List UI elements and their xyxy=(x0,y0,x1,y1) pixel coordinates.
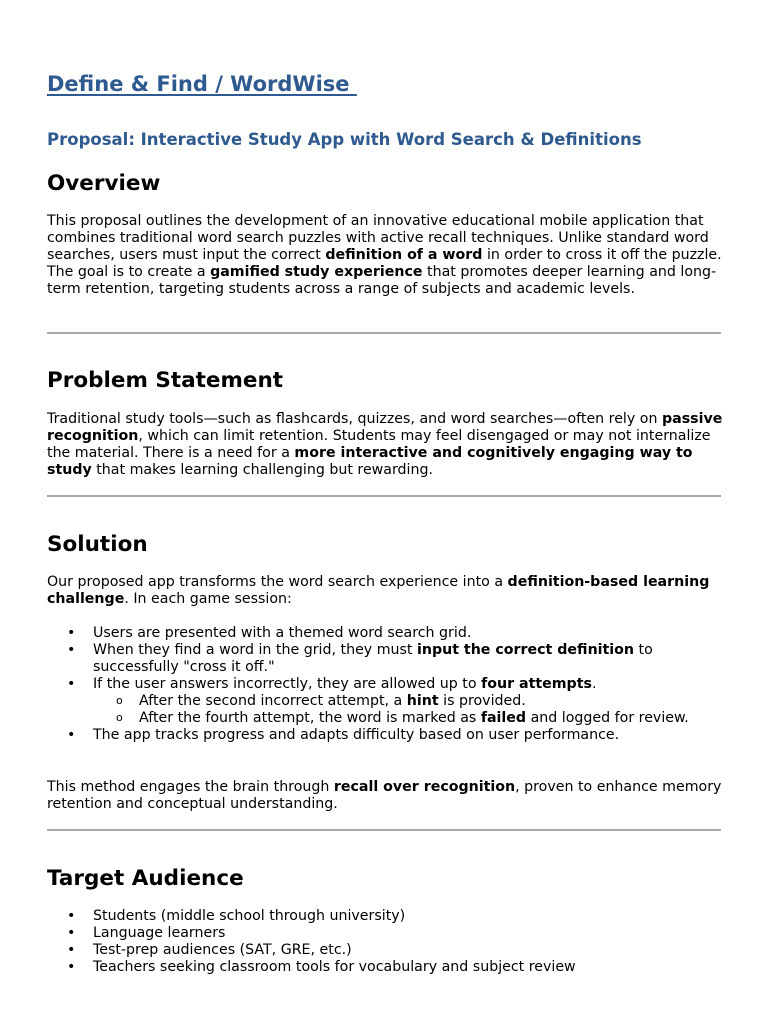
overview-heading: Overview xyxy=(47,171,161,196)
list-item: o After the fourth attempt, the word is marked as failed and logged for review. xyxy=(93,710,727,727)
attempts-sublist xyxy=(93,693,727,727)
list-item: • Test-prep audiences (SAT, GRE, etc.) xyxy=(47,942,727,959)
list-item: • Teachers seeking classroom tools for vocabulary and subject review xyxy=(47,959,727,976)
solution-heading: Solution xyxy=(47,532,148,557)
target-audience-list xyxy=(47,908,727,976)
document-title-link[interactable]: Define & Find / WordWise xyxy=(47,72,357,96)
problem-statement-heading: Problem Statement xyxy=(47,368,284,393)
target-audience-heading: Target Audience xyxy=(47,866,244,891)
list-item: • When they find a word in the grid, they must input the correct definition to successfully "cross it off." xyxy=(47,642,727,676)
list-item: • If the user answers incorrectly, they are allowed up to four attempts. o After the second incorrect attempt, a hint is provided. o After the fourth attempt, the word is marked as failed and logged for review. xyxy=(47,676,727,727)
solution-bullet-list xyxy=(47,625,727,744)
list-item: • The app tracks progress and adapts difficulty based on user performance. xyxy=(47,727,727,744)
overview-paragraph: This proposal outlines the development of an innovative educational mobile application that combines traditional word search puzzles with active recall techniques. Unlike standard word searches, users must input the correct definition of a word in order to cross it off the puzzle. The goal is to create a gamified study experience that promotes deeper learning and long-term retention, targeting students across a range of subjects and academic levels. xyxy=(47,213,722,297)
list-item: o After the second incorrect attempt, a hint is provided. xyxy=(93,693,727,710)
problem-statement-paragraph: Traditional study tools—such as flashcards, quizzes, and word searches—often rely on passive recognition, which can limit retention. Students may feel disengaged or may not internalize the material. There is a need for a more interactive and cognitively engaging way to study that makes learning challenging but rewarding. xyxy=(47,411,723,478)
list-item: • Language learners xyxy=(47,925,727,942)
section-divider xyxy=(47,495,721,497)
list-item: • Users are presented with a themed word search grid. xyxy=(47,625,727,642)
section-divider xyxy=(47,829,721,831)
section-divider xyxy=(47,332,721,334)
solution-outro-paragraph: This method engages the brain through recall over recognition, proven to enhance memory retention and conceptual understanding. xyxy=(47,779,722,812)
solution-intro-paragraph: Our proposed app transforms the word search experience into a definition-based learning challenge. In each game session: xyxy=(47,574,710,607)
document-subtitle: Proposal: Interactive Study App with Word Search & Definitions xyxy=(47,130,642,149)
list-item: • Students (middle school through university) xyxy=(47,908,727,925)
